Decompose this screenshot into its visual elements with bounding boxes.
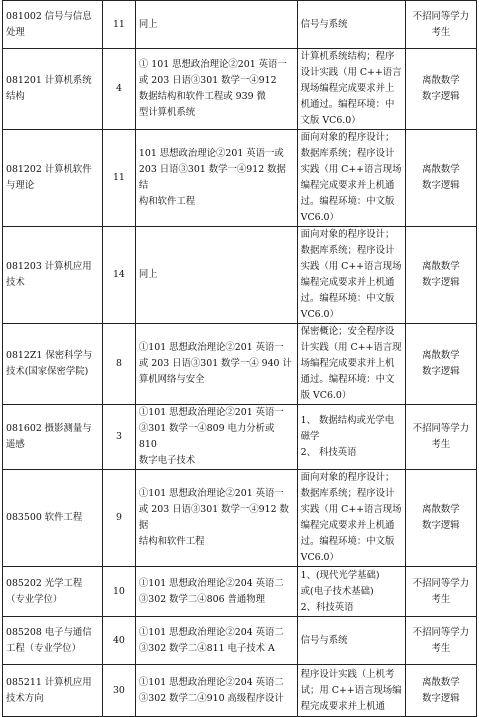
major-cell: 081202 计算机软件与理论 bbox=[3, 130, 103, 227]
exam-subjects-cell bbox=[135, 227, 297, 324]
retest-subjects-cell-line: 通过。编程环境：中文 bbox=[300, 374, 395, 385]
retest-subjects-cell-line: 2、 科技英语 bbox=[300, 447, 357, 458]
note-cell-line: 数字逻辑 bbox=[422, 180, 460, 191]
enrollment-count-cell: 11 bbox=[102, 130, 135, 227]
note-cell-line: 不招同等学力 bbox=[412, 626, 470, 638]
admissions-table-body bbox=[3, 1, 477, 717]
exam-subjects-cell bbox=[135, 130, 297, 227]
retest-subjects-cell-line: 面向对象的程序设计； bbox=[300, 472, 395, 483]
exam-subjects-cell-line: ①101 思想政治理论②204 英语二 bbox=[138, 577, 284, 589]
table-row bbox=[3, 665, 477, 717]
retest-subjects-cell-line: 试；用 C++语言现场编 bbox=[300, 684, 402, 696]
note-cell-line: 不招同等学力 bbox=[412, 10, 470, 22]
major-cell: 085202 光学工程（专业学位） bbox=[3, 567, 103, 617]
retest-subjects-cell-line: 程序设计实践（上机考 bbox=[300, 668, 395, 680]
exam-subjects-cell bbox=[135, 567, 297, 617]
retest-subjects-cell-line: 文版 VC6.0） bbox=[300, 115, 361, 126]
retest-subjects-cell-line: 编程完成要求并上机通 bbox=[300, 277, 395, 288]
retest-subjects-cell-line: VC6.0） bbox=[300, 212, 339, 223]
note-cell-line: 不招同等学力 bbox=[412, 423, 470, 434]
exam-subjects-cell bbox=[135, 405, 297, 470]
table-row bbox=[3, 617, 477, 665]
note-cell-line: 考生 bbox=[431, 642, 451, 654]
enrollment-count-cell: 11 bbox=[102, 1, 135, 49]
note-cell-line: 离散数学 bbox=[422, 261, 460, 272]
retest-subjects-cell-line: 数据库系统；程序设计 bbox=[300, 488, 395, 499]
exam-subjects-cell-line: ① 101 思想政治理论②201 英语一 bbox=[138, 59, 287, 70]
retest-subjects-cell-line: 实践（用 C++语言现场 bbox=[300, 164, 402, 175]
table-row bbox=[3, 470, 477, 567]
note-cell bbox=[405, 665, 476, 717]
major-cell: 085211 计算机应用技术方向 bbox=[3, 665, 103, 717]
retest-subjects-cell-line: 场编程完成要求并上机 bbox=[300, 358, 395, 369]
note-cell-line: 离散数学 bbox=[422, 164, 460, 175]
note-cell-line: 数字逻辑 bbox=[422, 91, 460, 102]
retest-subjects-cell-line: 程完成要求并上机通 bbox=[300, 700, 386, 712]
table-row bbox=[3, 324, 477, 405]
exam-subjects-cell bbox=[135, 1, 297, 49]
admissions-table bbox=[2, 0, 477, 717]
retest-subjects-cell-line: 编程完成要求并上机通 bbox=[300, 520, 395, 531]
enrollment-count-cell: 10 bbox=[102, 567, 135, 617]
exam-subjects-cell-line: 或 203 日语③301 数学一④912 数据 bbox=[138, 504, 289, 531]
note-cell bbox=[405, 567, 476, 617]
enrollment-count-cell: 30 bbox=[102, 665, 135, 717]
major-cell: 083500 软件工程 bbox=[3, 470, 103, 567]
retest-subjects-cell bbox=[297, 665, 405, 717]
exam-subjects-cell-line: ①101 思想政治理论②201 英语一 bbox=[138, 407, 284, 418]
exam-subjects-cell bbox=[135, 470, 297, 567]
note-cell bbox=[405, 49, 476, 130]
retest-subjects-cell bbox=[297, 1, 405, 49]
exam-subjects-cell-line: ③302 数学二④811 电子技术 A bbox=[138, 642, 275, 654]
note-cell-line: 数字逻辑 bbox=[422, 277, 460, 288]
note-cell-line: 离散数学 bbox=[422, 504, 460, 515]
note-cell-line: 数字逻辑 bbox=[422, 366, 460, 377]
note-cell bbox=[405, 324, 476, 405]
retest-subjects-cell-line: 计算机系统结构；程序 bbox=[300, 51, 395, 62]
exam-subjects-cell bbox=[135, 324, 297, 405]
note-cell-line: 离散数学 bbox=[422, 350, 460, 361]
major-cell: 085208 电子与通信工程（专业学位） bbox=[3, 617, 103, 665]
note-cell-line: 数字逻辑 bbox=[422, 692, 460, 704]
retest-subjects-cell-line: 机通过。编程环境：中 bbox=[300, 99, 395, 110]
exam-subjects-cell-line: 算机网络与安全 bbox=[138, 374, 205, 385]
retest-subjects-cell bbox=[297, 470, 405, 567]
major-cell: 081201 计算机系统结构 bbox=[3, 49, 103, 130]
retest-subjects-cell-line: 设计实践（用 C++语言 bbox=[300, 67, 402, 78]
retest-subjects-cell bbox=[297, 49, 405, 130]
note-cell bbox=[405, 405, 476, 470]
retest-subjects-cell-line: 计实践（用 C++语言现 bbox=[300, 342, 402, 353]
exam-subjects-cell-line: 203 日语③301 数学一④912 数据结 bbox=[138, 164, 286, 191]
table-row bbox=[3, 227, 477, 324]
exam-subjects-cell-line: 结构和软件工程 bbox=[138, 536, 205, 547]
retest-subjects-cell bbox=[297, 617, 405, 665]
table-row bbox=[3, 405, 477, 470]
retest-subjects-cell-line: 过。编程环境：中文版 bbox=[300, 196, 395, 207]
exam-subjects-cell-line: 型计算机系统 bbox=[138, 107, 196, 118]
exam-subjects-cell-line: 构和软件工程 bbox=[138, 196, 196, 207]
retest-subjects-cell-line: 现场编程完成要求并上 bbox=[300, 83, 395, 94]
enrollment-count-cell: 4 bbox=[102, 49, 135, 130]
exam-subjects-cell bbox=[135, 665, 297, 717]
exam-subjects-cell bbox=[135, 617, 297, 665]
exam-subjects-cell-line: ①101 思想政治理论②204 英语二 bbox=[138, 676, 284, 688]
exam-subjects-cell-line: 同上 bbox=[138, 18, 158, 30]
retest-subjects-cell-line: 2、科技英语 bbox=[300, 601, 354, 613]
note-cell-line: 不招同等学力 bbox=[412, 577, 470, 589]
retest-subjects-cell-line: 1、(现代光学基础) bbox=[300, 569, 380, 581]
note-cell-line: 考生 bbox=[431, 593, 451, 605]
exam-subjects-cell-line: ①101 思想政治理论②204 英语二 bbox=[138, 626, 284, 638]
enrollment-count-cell: 3 bbox=[102, 405, 135, 470]
exam-subjects-cell-line: 或 203 日语③301 数学一④912 bbox=[138, 75, 277, 86]
retest-subjects-cell-line: VC6.0） bbox=[300, 309, 339, 320]
retest-subjects-cell-line: 磁学 bbox=[300, 431, 320, 442]
retest-subjects-cell-line: 编程完成要求并上机通 bbox=[300, 180, 395, 191]
table-row bbox=[3, 49, 477, 130]
retest-subjects-cell-line: 或(电子技术基础) bbox=[300, 585, 374, 597]
retest-subjects-cell-line: 过。编程环境：中文版 bbox=[300, 536, 395, 547]
note-cell bbox=[405, 1, 476, 49]
table-row bbox=[3, 567, 477, 617]
exam-subjects-cell-line: 或 203 日语③301 数学一④ 940 计 bbox=[138, 358, 292, 369]
table-row bbox=[3, 130, 477, 227]
note-cell bbox=[405, 617, 476, 665]
exam-subjects-cell-line: ①101 思想政治理论②201 英语一 bbox=[138, 488, 284, 499]
retest-subjects-cell-line: 实践（用 C++语言现场 bbox=[300, 504, 402, 515]
table-row bbox=[3, 1, 477, 49]
enrollment-count-cell: 40 bbox=[102, 617, 135, 665]
note-cell-line: 离散数学 bbox=[422, 676, 460, 688]
exam-subjects-cell-line: ③301 数学一④809 电力分析或 810 bbox=[138, 423, 275, 450]
retest-subjects-cell-line: 数据库系统；程序设计 bbox=[300, 245, 395, 256]
retest-subjects-cell bbox=[297, 324, 405, 405]
retest-subjects-cell-line: 信号与系统 bbox=[300, 18, 348, 30]
retest-subjects-cell-line: 1、 数据结构或光学电 bbox=[300, 415, 394, 426]
retest-subjects-cell-line: 实践（用 C++语言现场 bbox=[300, 261, 402, 272]
exam-subjects-cell-line: 同上 bbox=[138, 269, 158, 280]
retest-subjects-cell-line: 面向对象的程序设计； bbox=[300, 132, 395, 143]
note-cell bbox=[405, 227, 476, 324]
note-cell-line: 数字逻辑 bbox=[422, 520, 460, 531]
exam-subjects-cell-line: ③302 数学二④806 普通物理 bbox=[138, 593, 266, 605]
major-cell: 081002 信号与信息处理 bbox=[3, 1, 103, 49]
enrollment-count-cell: 9 bbox=[102, 470, 135, 567]
enrollment-count-cell: 8 bbox=[102, 324, 135, 405]
retest-subjects-cell-line: 版 VC6.0） bbox=[300, 390, 352, 401]
retest-subjects-cell bbox=[297, 130, 405, 227]
retest-subjects-cell-line: 过。编程环境：中文版 bbox=[300, 293, 395, 304]
note-cell-line: 考生 bbox=[431, 26, 451, 38]
retest-subjects-cell-line: 面向对象的程序设计； bbox=[300, 229, 395, 240]
enrollment-count-cell: 14 bbox=[102, 227, 135, 324]
note-cell bbox=[405, 470, 476, 567]
retest-subjects-cell bbox=[297, 567, 405, 617]
retest-subjects-cell bbox=[297, 405, 405, 470]
note-cell bbox=[405, 130, 476, 227]
major-cell: 081203 计算机应用技术 bbox=[3, 227, 103, 324]
note-cell-line: 离散数学 bbox=[422, 75, 460, 86]
retest-subjects-cell-line: VC6.0） bbox=[300, 552, 339, 563]
exam-subjects-cell bbox=[135, 49, 297, 130]
major-cell: 0812Z1 保密科学与技术(国家保密学院) bbox=[3, 324, 103, 405]
note-cell-line: 考生 bbox=[431, 439, 451, 450]
exam-subjects-cell-line: ①101 思想政治理论②201 英语一 bbox=[138, 342, 284, 353]
retest-subjects-cell-line: 数据库系统；程序设计 bbox=[300, 148, 395, 159]
exam-subjects-cell-line: ③302 数学二④910 高级程序设计 bbox=[138, 692, 284, 704]
exam-subjects-cell-line: 101 思想政治理论②201 英语一或 bbox=[138, 148, 284, 159]
exam-subjects-cell-line: 数字电子技术 bbox=[138, 455, 196, 466]
retest-subjects-cell-line: 保密概论；安全程序设 bbox=[300, 326, 395, 337]
retest-subjects-cell bbox=[297, 227, 405, 324]
major-cell: 081602 摄影测量与遥感 bbox=[3, 405, 103, 470]
exam-subjects-cell-line: 数据结构和软件工程或 939 微 bbox=[138, 91, 266, 102]
retest-subjects-cell-line: 信号与系统 bbox=[300, 634, 348, 646]
